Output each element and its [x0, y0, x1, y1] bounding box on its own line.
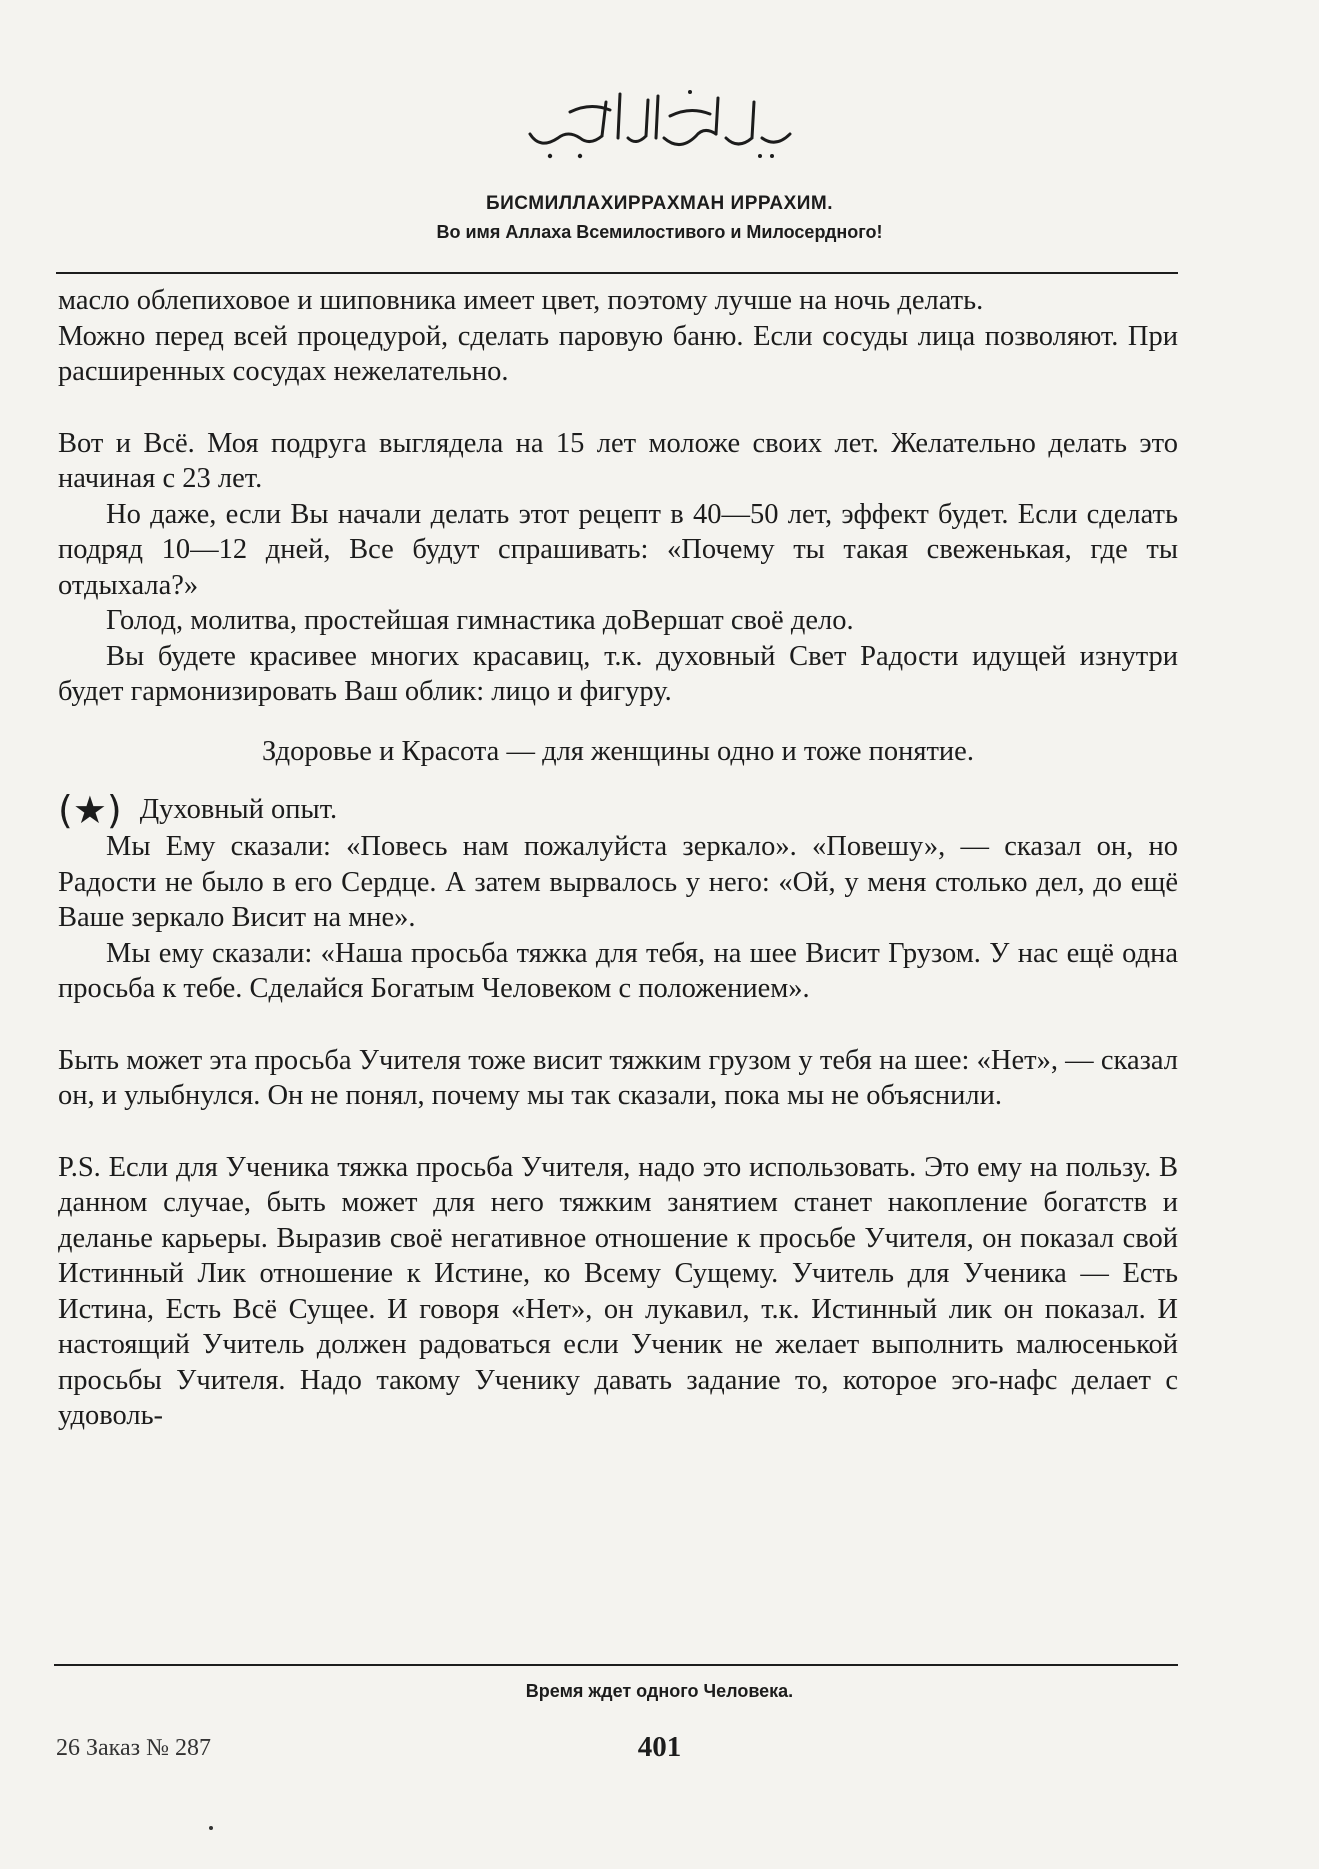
footer-divider: [54, 1664, 1178, 1666]
footer-caption: Время ждет одного Человека.: [525, 1681, 794, 1701]
paragraph: Мы ему сказали: «Наша просьба тяжка для тебя, на шее Висит Грузом. У нас ещё одна просьба к тебе. Сделайся Богатым Человеком с положением».: [58, 937, 1178, 1004]
bismillah-calligraphy: [0, 70, 1319, 170]
paragraph-centered: Здоровье и Красота — для женщины одно и тоже понятие.: [262, 735, 974, 767]
paragraph: Голод, молитва, простейшая гимнастика доВершат своё дело.: [106, 605, 854, 636]
paragraph: Вы будете красивее многих красавиц, т.к. духовный Свет Радости идущей изнутри будет гармонизировать Ваш облик: лицо и фигуру.: [58, 640, 1178, 707]
paragraph: Но даже, если Вы начали делать этот рецепт в 40—50 лет, эффект будет. Если сделать подряд 10—12 дней, Все будут спрашивать: «Почему ты такая свеженькая, где ты отдыхала?»: [58, 498, 1178, 601]
paragraph: Быть может эта просьба Учителя тоже висит тяжким грузом у тебя на шее: «Нет», — сказал он, и улыбнулся. Он не понял, почему мы так сказали, пока мы не объяснили.: [58, 1044, 1178, 1111]
section-heading: [58, 788, 1178, 832]
order-number: 26 Заказ № 287: [56, 1735, 212, 1761]
paragraph: Можно перед всей процедурой, сделать паровую баню. Если сосуды лица позволяют. При расширенных сосудах нежелательно.: [58, 320, 1178, 387]
paragraph: P.S. Если для Ученика тяжка просьба Учителя, надо это использовать. Это ему на пользу. В данном случае, быть может для него тяжким занятием станет накопление богатств и деланье карьеры. Выразив своё негативное отношение к просьбе Учителя, он показал свой Истинный Лик отношение к Истине, ко Всему Сущему. Учитель для Ученика — Есть Истина, Есть Всё Сущее. И говоря «Нет», он лукавил, т.к. Истинный лик он показал. И настоящий Учитель должен радоваться если Ученик не желает выполнить малюсенькой просьбы Учителя. Надо такому Ученику давать задание то, которое эго-нафс делает с удоволь-: [58, 1151, 1178, 1431]
section-heading-text: Духовный опыт.: [139, 794, 338, 826]
star-icon: (★): [58, 788, 122, 832]
print-speck: [209, 1826, 213, 1830]
main-text: [58, 283, 1178, 1434]
bismillah-calligraphy-graphic: [510, 72, 810, 168]
header-title: БИСМИЛЛАХИРРАХМАН ИРРАХИМ.: [485, 193, 834, 214]
paragraph: Мы Ему сказали: «Повесь нам пожалуйста зеркало». «Повешу», — сказал он, но Радости не было в его Сердце. А затем вырвалось у него: «Ой, у меня столько дел, до ещё Ваше зеркало Висит на мне».: [58, 831, 1178, 933]
header-divider: [56, 272, 1178, 274]
paragraph: масло облепиховое и шиповника имеет цвет, поэтому лучше на ночь делать.: [58, 285, 984, 316]
paragraph: Вот и Всё. Моя подруга выглядела на 15 лет моложе своих лет. Желательно делать это начиная с 23 лет.: [58, 427, 1178, 494]
page-number: 401: [637, 1731, 682, 1763]
header-subtitle: Во имя Аллаха Всемилостивого и Милосердного!: [436, 222, 883, 242]
